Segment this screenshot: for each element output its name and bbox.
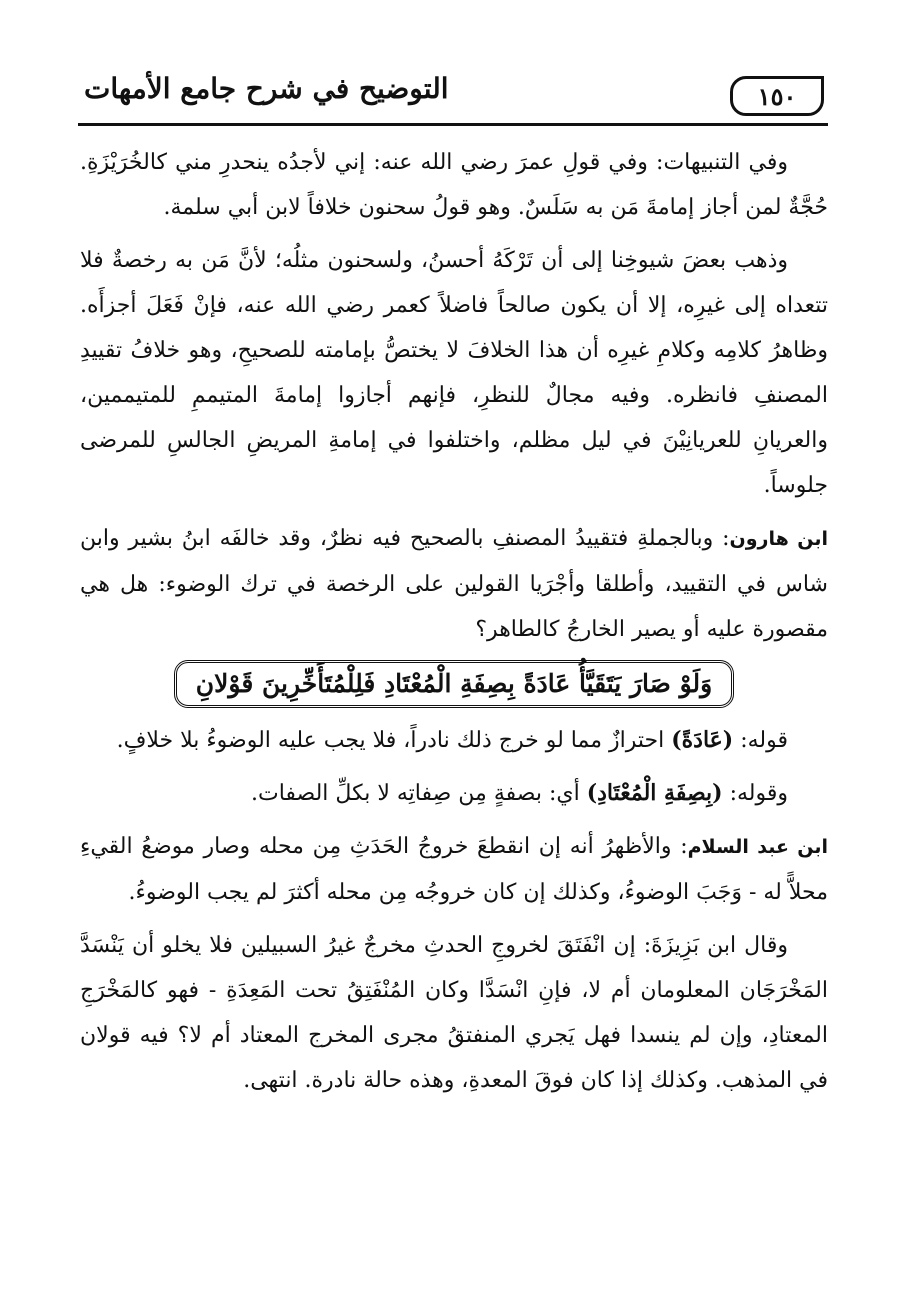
commentary-bisifat xyxy=(80,771,828,816)
paragraph-ibn-harun xyxy=(80,516,828,652)
commentary-quote: (عَادَةً) xyxy=(671,727,734,753)
page-header xyxy=(78,70,828,126)
commentary-lead: قوله: xyxy=(740,728,788,753)
page-number: ١٥٠ xyxy=(730,76,824,116)
commentary-lead: وقوله: xyxy=(729,781,788,806)
running-title: التوضيح في شرح جامع الأمهات xyxy=(84,72,449,105)
commentary-text: أي: بصفةٍ مِن صِفاتِه لا بكلِّ الصفات. xyxy=(250,781,580,806)
paragraph-ibn-abd-alsalam xyxy=(80,824,828,915)
paragraph-text: وبالجملةِ فتقييدُ المصنفِ بالصحيح فيه نظرٌ، وقد خالفَه ابنُ بشير وابن شاس في التقييد، وأطلقا وأجْرَيا القولين على الرخصة في ترك الوضوء: هل هي مقصورة عليه أو يصير الخارجُ كالطاهر؟ xyxy=(80,526,828,642)
paragraph-ibn-bazizah xyxy=(80,923,828,1103)
commentary-quote: (بِصِفَةِ الْمُعْتَادِ) xyxy=(586,780,723,806)
paragraph-text: والأظهرُ أنه إن انقطعَ خروجُ الحَدَثِ مِن محله وصار موضعُ القيءِ محلاًّ له - وَجَبَ الوضوءُ، وكذلك إن كان خروجُه مِن محله أكثرَ لم يجب الوضوءُ. xyxy=(80,834,828,905)
paragraph-shuyukh xyxy=(80,238,828,508)
paragraph-text: وذهب بعضَ شيوخِنا إلى أن تَرْكَهُ أحسنُ، ولسحنون مثلُه؛ لأنَّ مَن به رخصةٌ فلا تتعداه إلى غيرِه، إلا أن يكون صالحاً فاضلاً كعمر رضي الله عنه، فإنْ فَعَلَ أجزأَه. وظاهرُ كلامِه وكلامِ غيرِه أن هذا الخلافَ لا يختصُّ بإمامته للصحيحِ، وهو خلافُ تقييدِ المصنفِ فانظره. وفيه مجالٌ للنظرِ، فإنهم أجازوا إمامةَ المتيممِ للمتيممين، والعريانِ للعريانِيْنَ في ليل مظلم، واختلفوا في إمامةِ المريضِ الجالسِ للمرضى جلوساً. xyxy=(80,248,828,498)
speaker-colon: : xyxy=(671,834,688,859)
paragraph-text: وفي التنبيهات: وفي قولِ عمرَ رضي الله عنه: إني لأجدُه ينحدرِ مني كالخُرَيْزَةِ. حُجَّةٌ لمن أجاز إمامةَ مَن به سَلَسٌ. وهو قولُ سحنون خلافاً لابن أبي سلمة. xyxy=(80,150,828,220)
speaker-colon: : xyxy=(713,526,730,551)
speaker-name: ابن عبد السلام xyxy=(687,836,828,858)
commentary-text: احترازٌ مما لو خرج ذلك نادراً، فلا يجب عليه الوضوءُ بلا خلافٍ. xyxy=(116,728,665,753)
page-body xyxy=(80,140,828,1111)
header-rule xyxy=(78,123,828,126)
speaker-name: ابن هارون xyxy=(729,528,828,550)
matn-box: وَلَوْ صَارَ يَتَقَيَّأُ عَادَةً بِصِفَةِ الْمُعْتَادِ فَلِلْمُتَأَخِّرِينَ قَوْلانِ xyxy=(174,660,734,708)
paragraph-tanbihat xyxy=(80,140,828,230)
commentary-ada xyxy=(80,718,828,763)
paragraph-text: وقال ابن بَزِيزَةَ: إن انْفَتَقَ لخروجِ الحدثِ مخرجٌ غيرُ السبيلين فلا يخلو أن يَنْسَدَّ المَخْرَجَان المعلومان أم لا، فإنِ انْسَدَّا وكان المُنْفَتِقُ تحت المَعِدَةِ - فهو كالمَخْرَجِ المعتادِ، وإن لم ينسدا فهل يَجري المنفتقُ مجرى المخرج المعتاد أم لا؟ فيه قولان في المذهب. وكذلك إذا كان فوقَ المعدةِ، وهذه حالة نادرة. انتهى. xyxy=(80,933,828,1093)
